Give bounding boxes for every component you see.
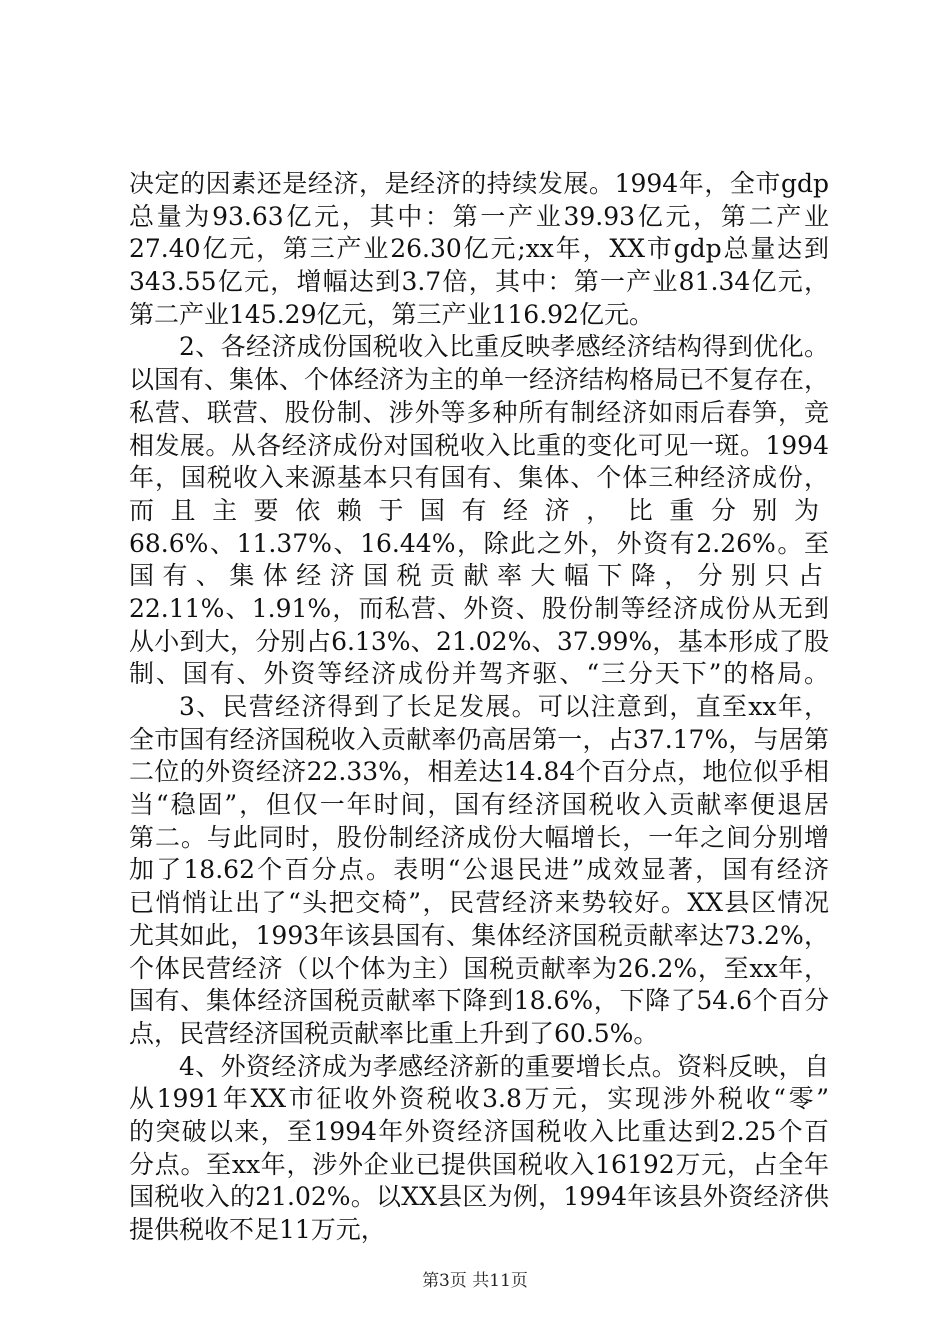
text-line: 27.40亿元，第三产业26.30亿元;xx年，XX市gdp总量达到 [129,234,829,264]
text-line: 而且主要依赖于国有经济，比重分别为 [129,495,829,525]
text-line: 国税收入的21.02%。以XX县区为例，1994年该县外资经济供 [129,1182,829,1212]
text-line: 68.6%、11.37%、16.44%，除此之外，外资有2.26%。至 [129,528,829,558]
paragraph-start-line: 2、各经济成份国税收入比重反映孝感经济结构得到优化。 [179,332,829,362]
text-line: 提供税收不足11万元， [129,1215,386,1244]
text-line: 已悄悄让出了“头把交椅”，民营经济来势较好。XX县区情况 [129,888,829,918]
paragraph-start-line: 3、民营经济得到了长足发展。可以注意到，直至xx年， [179,692,829,721]
text-line: 从1991年XX市征收外资税收3.8万元，实现涉外税收“零” [129,1084,829,1114]
text-line: 私营、联营、股份制、涉外等多种所有制经济如雨后春笋，竞 [129,397,829,427]
text-line: 以国有、集体、个体经济为主的单一经济结构格局已不复存在， [129,365,829,395]
paragraph-start-line: 4、外资经济成为孝感经济新的重要增长点。资料反映，自 [179,1051,829,1081]
text-line: 当“稳固”，但仅一年时间，国有经济国税收入贡献率便退居 [129,790,829,820]
text-line: 加了18.62个百分点。表明“公退民进”成效显著，国有经济 [129,855,829,885]
document-body [129,168,829,1247]
text-line: 点，民营经济国税贡献率比重上升到了60.5%。 [129,1018,659,1048]
text-line: 尤其如此，1993年该县国有、集体经济国税贡献率达73.2%， [129,920,829,950]
text-line: 分点。至xx年，涉外企业已提供国税收入16192万元，占全年 [129,1149,829,1179]
text-line: 从小到大，分别占6.13%、21.02%、37.99%，基本形成了股 [129,626,829,656]
text-line: 全市国有经济国税收入贡献率仍高居第一，占37.17%，与居第 [129,724,829,754]
text-line: 年，国税收入来源基本只有国有、集体、个体三种经济成份， [129,463,829,493]
text-line: 相发展。从各经济成份对国税收入比重的变化可见一斑。1994 [129,430,829,460]
text-line: 个体民营经济（以个体为主）国税贡献率为26.2%，至xx年， [129,953,829,983]
page-number-footer: 第3页 共11页 [422,1271,528,1291]
text-line: 22.11%、1.91%，而私营、外资、股份制等经济成份从无到 [129,593,829,623]
text-line: 二位的外资经济22.33%，相差达14.84个百分点，地位似乎相 [129,757,829,787]
text-line: 343.55亿元，增幅达到3.7倍，其中：第一产业81.34亿元， [129,267,829,297]
text-line: 决定的因素还是经济，是经济的持续发展。1994年，全市gdp [129,169,829,198]
text-line: 第二产业145.29亿元，第三产业116.92亿元。 [129,299,654,329]
text-line: 国有、集体经济国税贡献率大幅下降，分别只占 [129,561,829,591]
text-line: 的突破以来，至1994年外资经济国税收入比重达到2.25个百 [129,1116,829,1146]
text-line: 制、国有、外资等经济成份并驾齐驱、“三分天下”的格局。 [129,659,829,689]
text-line: 国有、集体经济国税贡献率下降到18.6%，下降了54.6个百分 [129,986,829,1016]
text-line: 总量为93.63亿元，其中：第一产业39.93亿元，第二产业 [129,201,829,231]
text-line: 第二。与此同时，股份制经济成份大幅增长，一年之间分别增 [129,822,829,852]
